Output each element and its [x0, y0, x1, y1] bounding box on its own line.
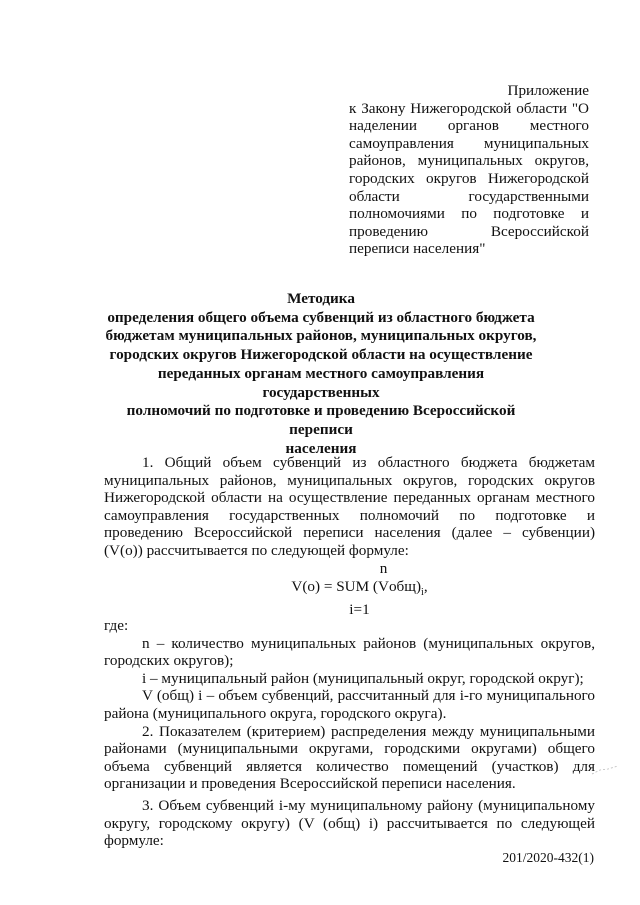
appendix-line: области государственными	[349, 187, 589, 205]
document-subtitle-line: определения общего объема субвенций из областного бюджета	[107, 308, 535, 326]
appendix-line: районов, муниципальных округов,	[349, 152, 589, 170]
document-subtitle-line: переданных органам местного самоуправления государственных	[157, 364, 485, 401]
paragraph-line: 1. Общий объем субвенций из областного бюджета бюджетам	[142, 454, 595, 471]
formula-block	[104, 560, 595, 619]
paragraph-line: самоуправления государственных полномочий по подготовке и	[104, 506, 595, 524]
paragraph-line: проведению Всероссийской переписи населения (далее – субвенции)	[104, 524, 595, 542]
appendix-block	[349, 82, 589, 258]
document-code: 201/2020-432(1)	[502, 850, 594, 865]
definition-line: i – муниципальный район (муниципальный округ, городской округ);	[142, 669, 584, 687]
document-subtitle-line: бюджетам муниципальных районов, муниципальных округов,	[105, 327, 537, 345]
paragraph-1	[104, 454, 595, 560]
formula-upper-limit: n	[379, 560, 388, 577]
definition-line: района (муниципального округа, городского округа).	[104, 704, 447, 722]
definition-line: V (общ) i – объем субвенций, рассчитанный для i-го муниципального	[142, 687, 595, 705]
appendix-line: городских округов Нижегородской	[349, 169, 589, 187]
paragraph-line: муниципальных районов, муниципальных округов, городских округов	[104, 471, 595, 489]
appendix-line: полномочиями по подготовке и	[349, 205, 589, 223]
appendix-title: Приложение	[507, 82, 589, 99]
appendix-line: проведению Всероссийской	[349, 222, 589, 240]
definition-line: n – количество муниципальных районов (муниципальных округов,	[142, 634, 595, 652]
paragraph-3-line: округу, городскому округу) (V (общ) i) рассчитывается по следующей	[104, 814, 595, 832]
paragraph-2-line: организации и проведения Всероссийской переписи населения.	[104, 775, 516, 793]
scan-mark-decoration	[590, 760, 620, 780]
paragraph-2-line: объема субвенций является количество помещений (участков) для	[104, 757, 595, 775]
appendix-line: самоуправления муниципальных	[349, 134, 589, 152]
definitions-block	[104, 617, 595, 850]
appendix-line: наделении органов местного	[349, 117, 589, 135]
formula-subscript: i	[421, 586, 424, 598]
formula-main	[104, 578, 595, 602]
formula-expression: V(о) = SUM (Vобщ)	[291, 577, 422, 595]
document-subtitle-line: полномочий по подготовке и проведению Всероссийской переписи	[126, 402, 516, 438]
formula-lower-limit: i=1	[349, 601, 370, 619]
formula-tail: ,	[423, 577, 428, 595]
paragraph-line: (V(о)) рассчитывается по следующей формуле:	[104, 541, 409, 559]
where-label: где:	[104, 617, 129, 634]
paragraph-2-line: 2. Показателем (критерием) распределения между муниципальными	[142, 722, 595, 740]
paragraph-2-line: районами (муниципальными округами, городскими округами) общего	[104, 740, 595, 758]
appendix-line: переписи населения"	[349, 240, 486, 258]
appendix-line: к Закону Нижегородской области "О	[349, 99, 589, 117]
paragraph-line: Нижегородской области на осуществление переданных органам местного	[104, 489, 595, 507]
document-heading	[100, 290, 542, 458]
document-title: Методика	[287, 290, 355, 307]
definition-line: городских округов);	[104, 652, 234, 670]
paragraph-3-line: формуле:	[104, 832, 164, 850]
document-subtitle-line: городских округов Нижегородской области на осуществление	[109, 346, 533, 364]
paragraph-3-line: 3. Объем субвенций i-му муниципальному району (муниципальному	[142, 796, 595, 814]
document-subtitle-line: населения	[285, 439, 357, 457]
